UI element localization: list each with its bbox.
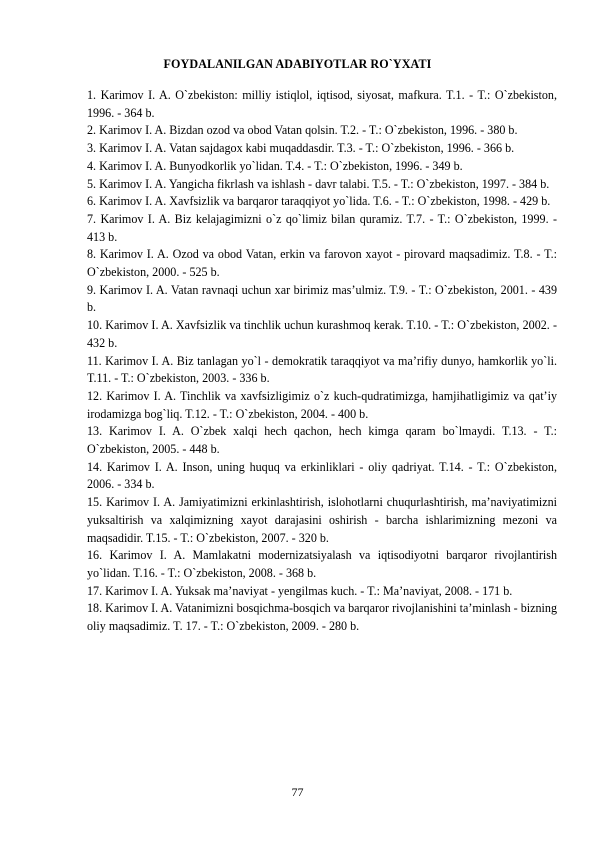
reference-item: 15. Karimov I. A. Jamiyatimizni erkinlashtirish, islohotlarni chuqurlashtirish, ma’naviyatimizni yuksaltirish va xalqimizning xayot darajasini oshirish - barcha ishlarimizning mezoni va maqsadidir. T.15. - T.: O`zbekiston, 2007. - 320 b. [87, 495, 557, 545]
reference-item: 2. Karimov I. A. Bizdan ozod va obod Vatan qolsin. T.2. - T.: O`zbekiston, 1996. - 380 b. [87, 123, 518, 138]
reference-item: 7. Karimov I. A. Biz kelajagimizni o`z qo`limiz bilan quramiz. T.7. - T.: O`zbekiston, 1999. - 413 b. [87, 211, 557, 244]
reference-item: 3. Karimov I. A. Vatan sajdagox kabi muqaddasdir. T.3. - T.: O`zbekiston, 1996. - 366 b. [87, 141, 515, 156]
page-title: FOYDALANILGAN ADABIYOTLAR RO`YXATI [163, 57, 432, 71]
reference-item: 12. Karimov I. A. Tinchlik va xavfsizligimiz o`z kuch-qudratimizga, hamjihatligimiz va qat’iy irodamizga bog`liq. T.12. - T.: O`zbekiston, 2004. - 400 b. [87, 388, 557, 421]
reference-item: 4. Karimov I. A. Bunyodkorlik yo`lidan. T.4. - T.: O`zbekiston, 1996. - 349 b. [87, 158, 463, 173]
reference-item: 9. Karimov I. A. Vatan ravnaqi uchun xar birimiz mas’ulmiz. T.9. - T.: O`zbekiston, 2001. - 439 b. [87, 282, 557, 315]
reference-item: 8. Karimov I. A. Ozod va obod Vatan, erkin va farovon xayot - pirovard maqsadimiz. T.8. - T.: O`zbekiston, 2000. - 525 b. [87, 247, 557, 280]
reference-item: 14. Karimov I. A. Inson, uning huquq va erkinliklari - oliy qadriyat. T.14. - T.: O`zbekiston, 2006. - 334 b. [87, 459, 557, 492]
page-number: 77 [291, 785, 304, 799]
reference-item: 1. Karimov I. A. O`zbekiston: milliy istiqlol, iqtisod, siyosat, mafkura. T.1. - T.: O`zbekiston, 1996. - 364 b. [87, 88, 557, 120]
reference-item: 13. Karimov I. A. O`zbek xalqi hech qachon, hech kimga qaram bo`lmaydi. T.13. - T.: O`zbekiston, 2005. - 448 b. [87, 424, 557, 457]
reference-item: 16. Karimov I. A. Mamlakatni modernizatsiyalash va iqtisodiyotni barqaror rivojlantirish yo`lidan. T.16. - T.: O`zbekiston, 2008. - 368 b. [87, 548, 557, 580]
reference-item: 10. Karimov I. A. Xavfsizlik va tinchlik uchun kurashmoq kerak. T.10. - T.: O`zbekiston, 2002. - 432 b. [87, 318, 557, 350]
reference-item: 6. Karimov I. A. Xavfsizlik va barqaror taraqqiyot yo`lida. T.6. - T.: O`zbekiston, 1998. - 429 b. [87, 194, 551, 209]
reference-list [87, 87, 557, 636]
reference-item: 18. Karimov I. A. Vatanimizni bosqichma-bosqich va barqaror rivojlanishini ta’minlash - bizning oliy maqsadimiz. T. 17. - T.: O`zbekiston, 2009. - 280 b. [87, 601, 557, 634]
reference-item: 11. Karimov I. A. Biz tanlagan yo`l - demokratik taraqqiyot va ma’rifiy dunyo, hamkorlik yo`li. T.11. - T.: O`zbekiston, 2003. - 336 b. [87, 353, 557, 386]
reference-item: 17. Karimov I. A. Yuksak ma’naviyat - yengilmas kuch. - T.: Ma’naviyat, 2008. - 171 b. [87, 583, 513, 598]
reference-item: 5. Karimov I. A. Yangicha fikrlash va ishlash - davr talabi. T.5. - T.: O`zbekiston, 1997. - 384 b. [87, 176, 550, 191]
